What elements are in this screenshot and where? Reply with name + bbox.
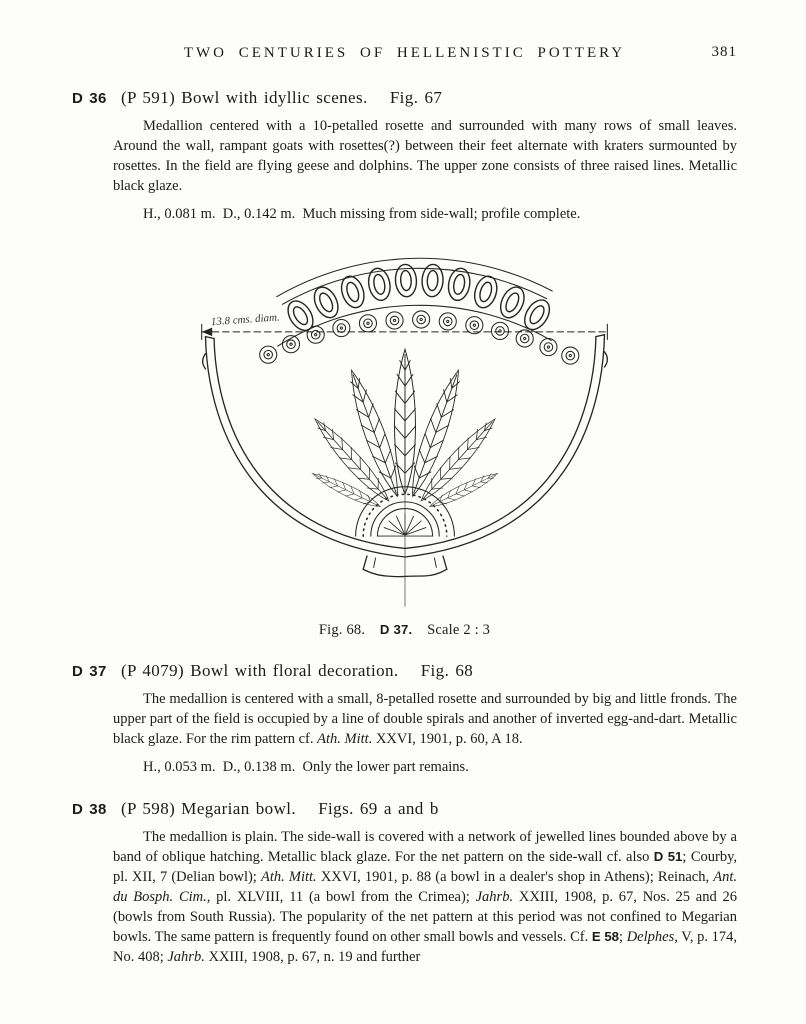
figure-reference: Fig. 67 <box>389 88 443 107</box>
entry-heading <box>72 88 737 108</box>
diameter-label: 13.8 cms. diam. <box>210 311 280 329</box>
catalog-number: D 37 <box>72 663 107 680</box>
entry-description: The medallion is centered with a small, 8-petalled rosette and surrounded by big and little fronds. The upper part of the field is occupied by a line of double spirals and another of inverted egg-and-dart. Metallic black glaze. For the rim pattern cf. Ath. Mitt. XXVI, 1901, p. 60, A 18. <box>113 691 737 747</box>
figure-caption: Fig. 68. D 37. Scale 2 : 3 <box>318 622 491 638</box>
figure-reference: Figs. 69 a and b <box>318 799 439 818</box>
bowl-profile-drawing <box>175 234 635 614</box>
running-title: TWO CENTURIES OF HELLENISTIC POTTERY <box>183 45 626 61</box>
running-head <box>72 44 737 66</box>
entry-description: Medallion centered with a 10-petalled rosette and surrounded with many rows of small leaves. Around the wall, rampant goats with rosettes(?) between their feet alternate with kraters surmounted by rosettes. In the field are flying geese and dolphins. The upper zone consists of three raised lines. Metallic black glaze. <box>113 118 737 194</box>
entry-d38 <box>72 799 737 967</box>
figure-68 <box>72 234 737 639</box>
entry-title: (P 4079) Bowl with floral decoration. <box>120 661 399 680</box>
entry-title: (P 598) Megarian bowl. <box>120 799 297 818</box>
entry-d37 <box>72 661 737 777</box>
catalog-number: D 36 <box>72 90 107 107</box>
entry-description: The medallion is plain. The side-wall is covered with a network of jewelled lines bounded above by a band of oblique hatching. Metallic black glaze. For the net pattern on the side-wall cf. also D 51; Courby, pl. XII, 7 (Delian bowl); Ath. Mitt. XXVI, 1901, p. 88 (a bowl in a dealer's shop in Athens); Reinach, Ant. du Bosph. Cim., pl. XLVIII, 11 (a bowl from the Crimea); Jahrb. XXIII, 1908, p. 67, Nos. 25 and 26 (bowls from South Russia). The popularity of the net pattern at this period was not confined to Megarian bowls. The same pattern is frequently found on other small bowls and vessels. Cf. E 58; Delphes, V, p. 174, No. 408; Jahrb. XXIII, 1908, p. 67, n. 19 and further <box>113 829 738 965</box>
page-number: 381 <box>711 44 737 60</box>
entry-title: (P 591) Bowl with idyllic scenes. <box>120 88 368 107</box>
figure-reference: Fig. 68 <box>420 661 474 680</box>
entry-d36 <box>72 88 737 224</box>
entry-dimensions: H., 0.053 m. D., 0.138 m. Only the lower part remains. <box>143 759 469 775</box>
entry-heading <box>72 799 737 819</box>
entry-dimensions: H., 0.081 m. D., 0.142 m. Much missing from side-wall; profile complete. <box>143 206 581 222</box>
entry-heading <box>72 661 737 681</box>
catalog-number: D 38 <box>72 801 107 818</box>
